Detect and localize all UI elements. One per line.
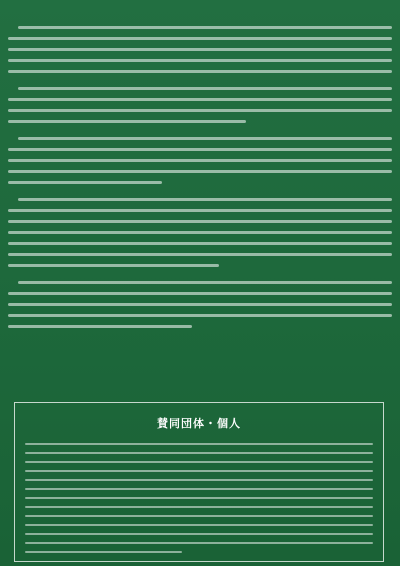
- paragraph-3: [8, 137, 392, 184]
- paragraph-2: [8, 87, 392, 123]
- supporters-list: [25, 443, 373, 560]
- supporters-box: [14, 402, 384, 562]
- statement-body: [8, 26, 392, 342]
- paragraph-5: [8, 281, 392, 328]
- paragraph-4: [8, 198, 392, 267]
- paragraph-1: [8, 26, 392, 73]
- supporters-heading: 賛同団体・個人: [157, 417, 241, 430]
